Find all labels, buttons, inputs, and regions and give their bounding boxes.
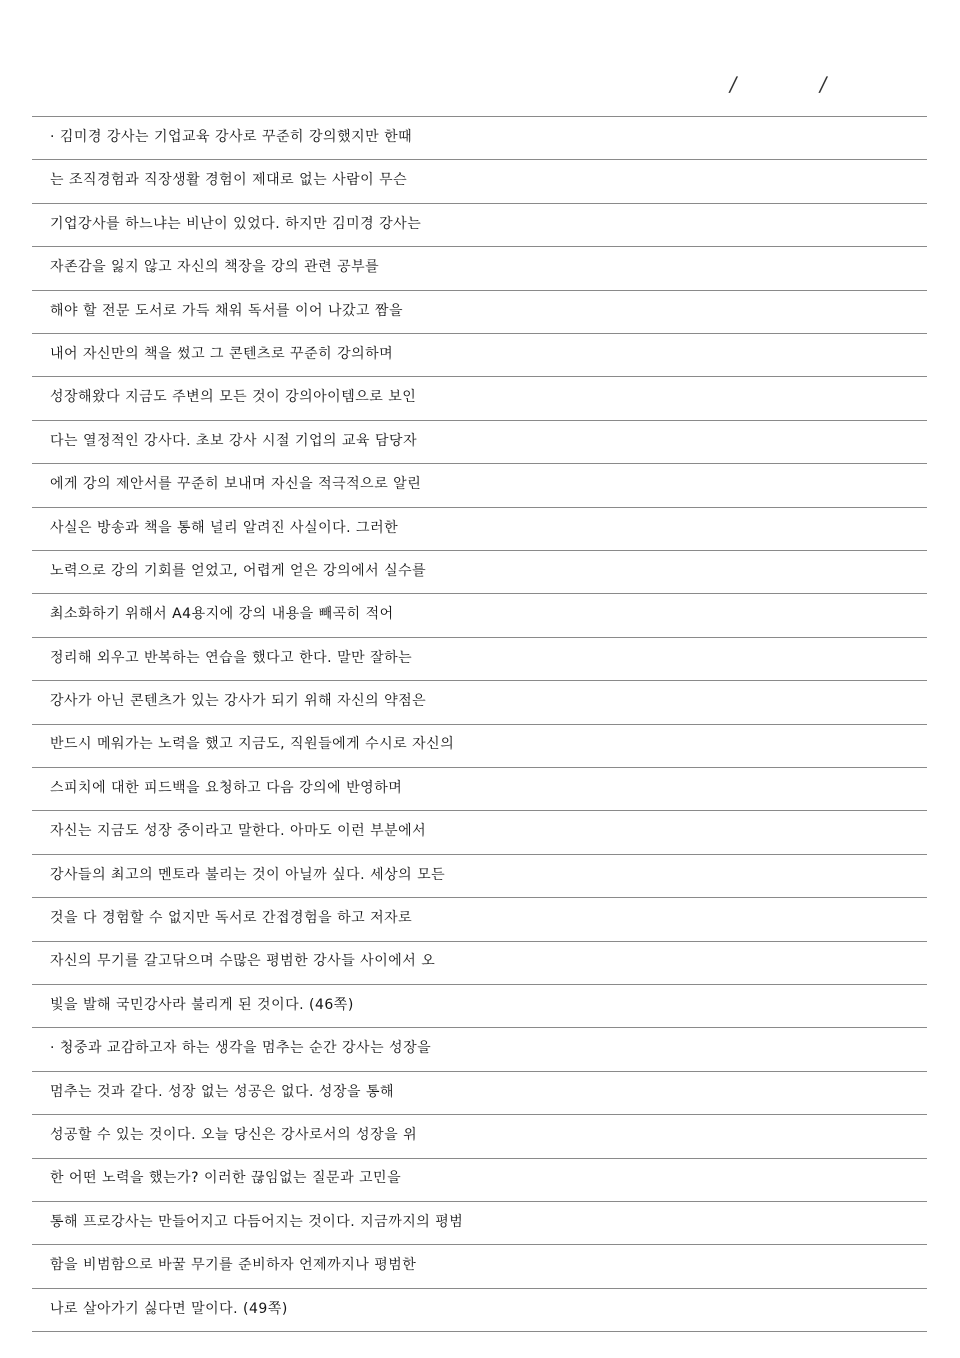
text-line: 해야 할 전문 도서로 가득 채워 독서를 이어 나갔고 짬을	[50, 302, 404, 319]
text-line: 함을 비범함으로 바꿀 무기를 준비하자 언제까지나 평범한	[50, 1257, 417, 1274]
text-line: 는 조직경험과 직장생활 경험이 제대로 없는 사람이 무슨	[50, 172, 408, 189]
text-line: 자신는 지금도 성장 중이라고 말한다. 아마도 이런 부분에서	[50, 823, 427, 840]
text-line: 다는 열정적인 강사다. 초보 강사 시절 기업의 교육 담당자	[50, 432, 418, 449]
text-line: 노력으로 강의 기회를 얻었고, 어렵게 얻은 강의에서 실수를	[50, 562, 427, 579]
text-line: 성공할 수 있는 것이다. 오늘 당신은 강사로서의 성장을 위	[50, 1126, 418, 1143]
text-line: 한 어떤 노력을 했는가? 이러한 끊임없는 질문과 고민을	[50, 1170, 402, 1187]
text-line: 성장해왔다 지금도 주변의 모든 것이 강의아이템으로 보인	[50, 389, 417, 406]
date-slash-mark: /	[727, 72, 739, 96]
text-line: 빛을 발해 국민강사라 불리게 된 것이다. (46쪽)	[50, 996, 354, 1013]
text-line: 스피치에 대한 피드백을 요청하고 다음 강의에 반영하며	[50, 779, 403, 796]
date-slash-mark: /	[817, 72, 829, 96]
text-line: 강사들의 최고의 멘토라 불리는 것이 아닐까 싶다. 세상의 모든	[50, 866, 446, 883]
text-line: · 김미경 강사는 기업교육 강사로 꾸준히 강의했지만 한때	[50, 129, 413, 145]
text-line: 나로 살아가기 싫다면 말이다. (49쪽)	[50, 1300, 288, 1317]
text-line: 최소화하기 위해서 A4용지에 강의 내용을 빼곡히 적어	[50, 606, 394, 623]
text-line: 에게 강의 제안서를 꾸준히 보내며 자신을 적극적으로 알린	[50, 476, 422, 493]
text-line: 자신의 무기를 갈고닦으며 수많은 평범한 강사들 사이에서 오	[50, 953, 436, 970]
text-line: 강사가 아닌 콘텐츠가 있는 강사가 되기 위해 자신의 약점은	[50, 693, 427, 710]
text-line: 정리해 외우고 반복하는 연습을 했다고 한다. 말만 잘하는	[50, 649, 413, 666]
text-line: · 청중과 교감하고자 하는 생각을 멈추는 순간 강사는 성장을	[50, 1040, 432, 1057]
text-line: 반드시 메워가는 노력을 했고 지금도, 직원들에게 수시로 자신의	[50, 736, 455, 753]
text-line: 것을 다 경험할 수 없지만 독서로 간접경험을 하고 저자로	[50, 910, 413, 927]
text-line: 통해 프로강사는 만들어지고 다듬어지는 것이다. 지금까지의 평범	[50, 1213, 464, 1230]
text-line: 사실은 방송과 책을 통해 널리 알려진 사실이다. 그러한	[50, 519, 399, 536]
text-line: 자존감을 잃지 않고 자신의 책장을 강의 관련 공부를	[50, 259, 380, 276]
text-line: 기업강사를 하느냐는 비난이 있었다. 하지만 김미경 강사는	[50, 215, 422, 232]
text-line: 내어 자신만의 책을 썼고 그 콘텐츠로 꾸준히 강의하며	[50, 345, 394, 362]
text-line: 멈추는 것과 같다. 성장 없는 성공은 없다. 성장을 통해	[50, 1083, 395, 1100]
rule-line	[32, 1331, 927, 1332]
handwritten-text	[50, 116, 930, 1331]
